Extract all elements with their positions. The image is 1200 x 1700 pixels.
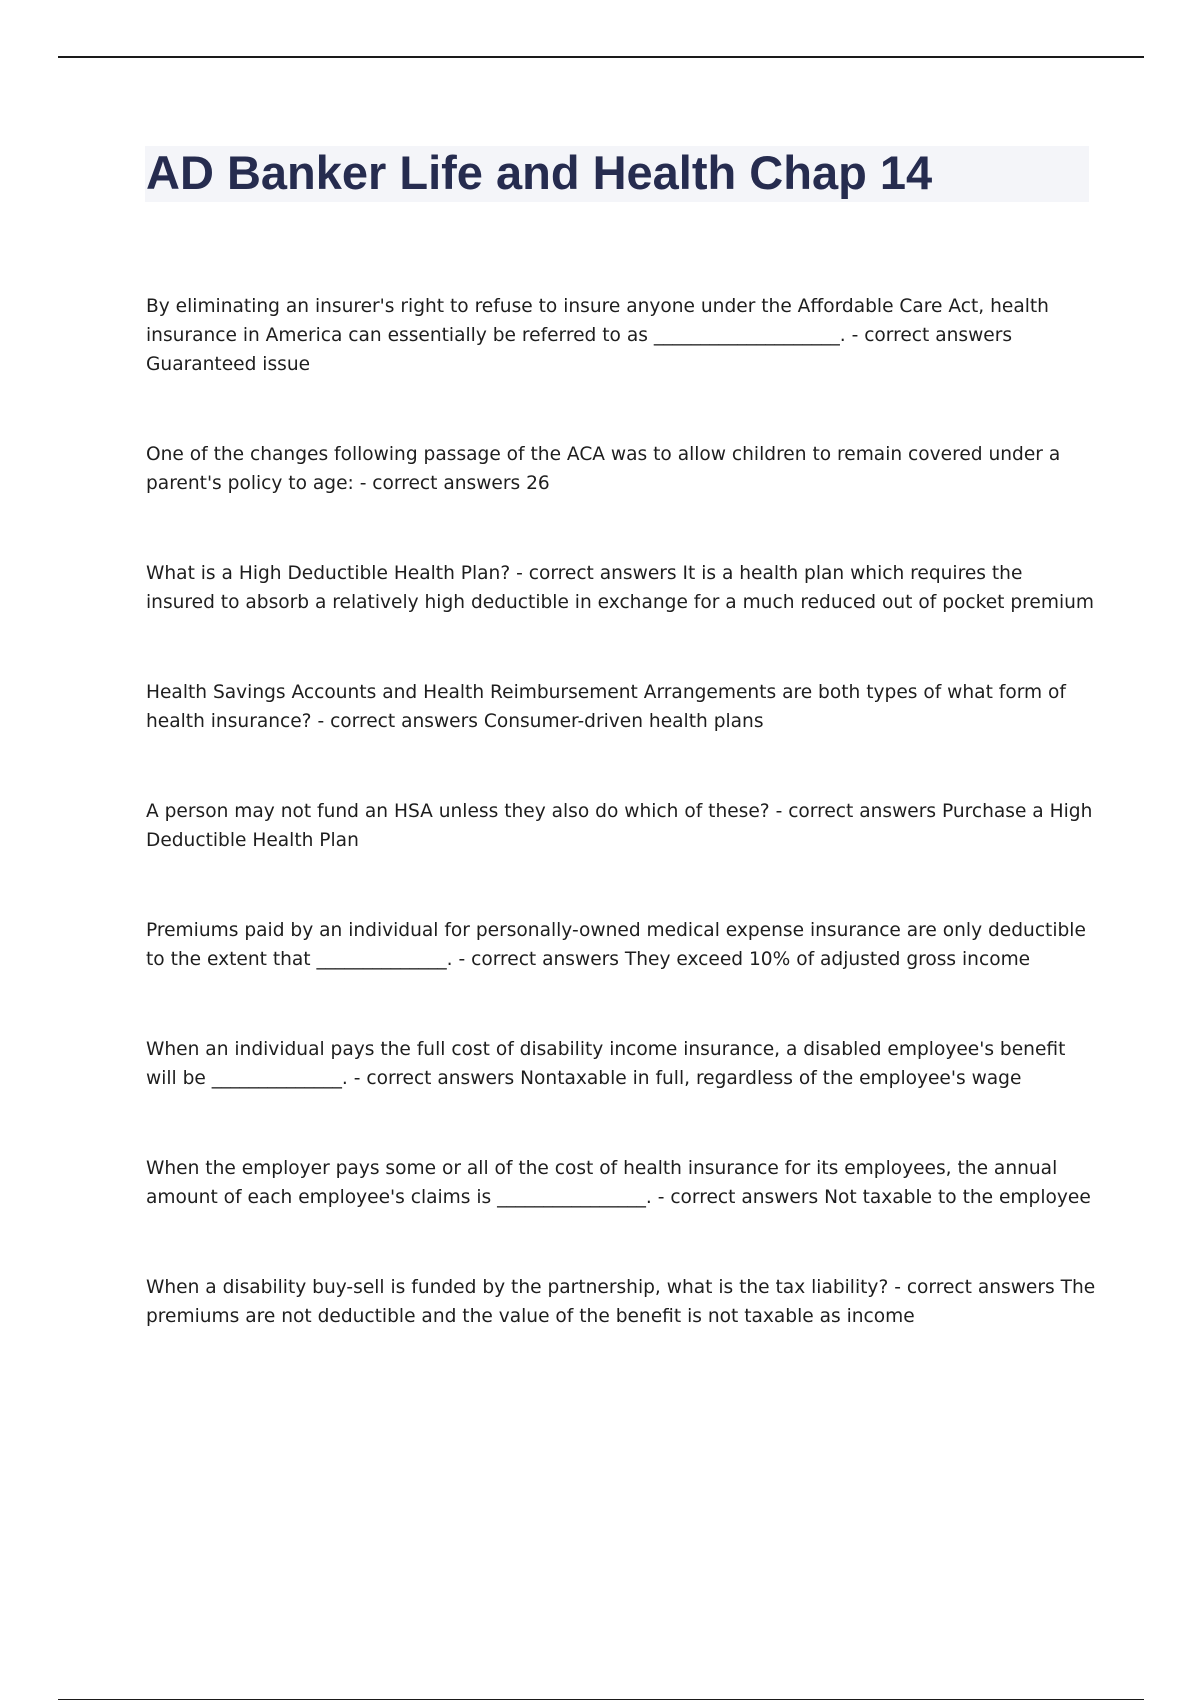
qa-item: One of the changes following passage of the ACA was to allow children to remain covered under a parent's policy to age: - correct answers 26 [146, 444, 1061, 494]
qa-item: By eliminating an insurer's right to refuse to insure anyone under the Affordable Care Act, health insurance in America can essentially be referred to as ____________________. - correct answers Guaranteed issue [146, 296, 1049, 375]
qa-item: When an individual pays the full cost of disability income insurance, a disabled employee's benefit will be ______________. - correct answers Nontaxable in full, regardless of the employee's wage [146, 1039, 1066, 1089]
qa-item: A person may not fund an HSA unless they also do which of these? - correct answers Purchase a High Deductible Health Plan [146, 801, 1093, 851]
qa-item: Health Savings Accounts and Health Reimbursement Arrangements are both types of what form of health insurance? - correct answers Consumer-driven health plans [146, 682, 1066, 732]
qa-item: When the employer pays some or all of the cost of health insurance for its employees, the annual amount of each employee's claims is ________________. - correct answers Not taxable to the employee [146, 1158, 1091, 1208]
qa-item: What is a High Deductible Health Plan? - correct answers It is a health plan which requires the insured to absorb a relatively high deductible in exchange for a much reduced out of pocket premium [146, 563, 1095, 613]
qa-item: When a disability buy-sell is funded by the partnership, what is the tax liability? - correct answers The premiums are not deductible and the value of the benefit is not taxable as income [146, 1277, 1096, 1327]
top-rule [58, 56, 1144, 58]
qa-item: Premiums paid by an individual for personally-owned medical expense insurance are only deductible to the extent that ______________. - correct answers They exceed 10% of adjusted gross income [146, 920, 1086, 970]
page-title: AD Banker Life and Health Chap 14 [146, 146, 933, 199]
qa-list [146, 292, 1096, 1392]
